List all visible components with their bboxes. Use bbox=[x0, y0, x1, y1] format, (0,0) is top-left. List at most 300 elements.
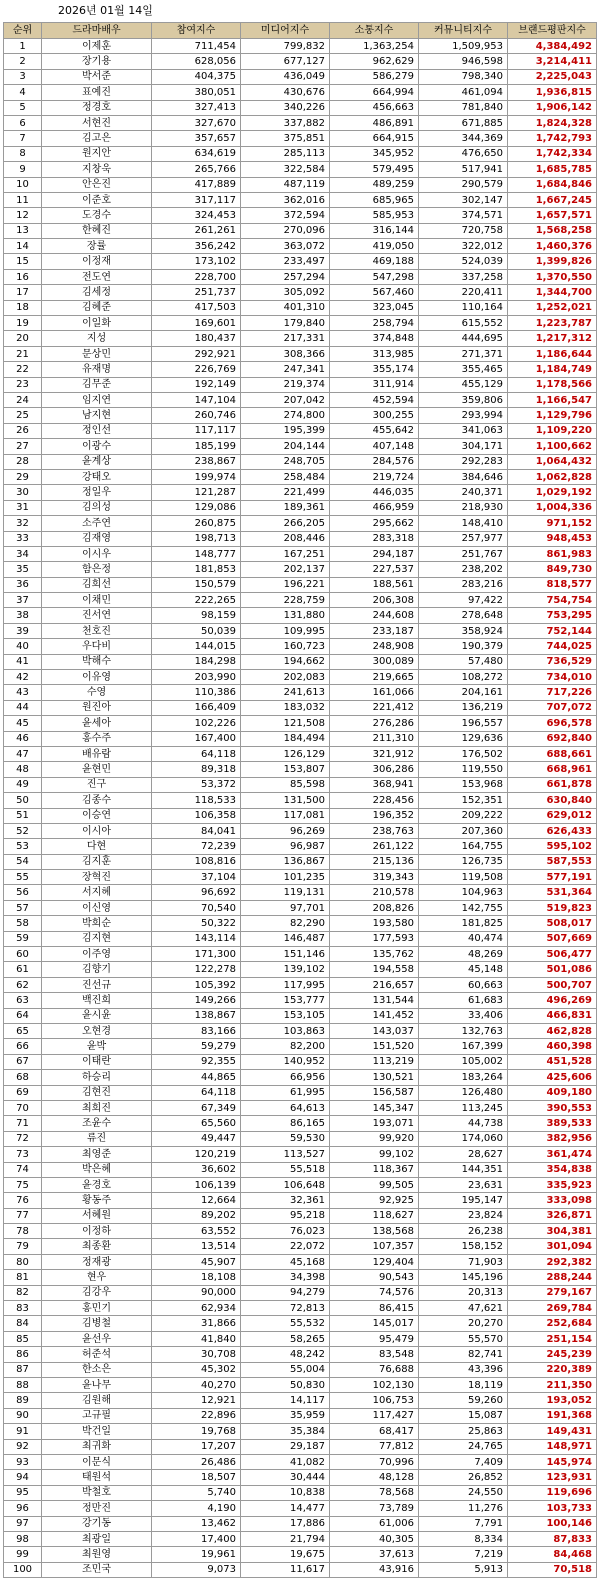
participation-cell: 17,207 bbox=[152, 1439, 241, 1454]
communication-cell: 452,594 bbox=[330, 392, 419, 407]
actor-name-cell: 한소은 bbox=[42, 1362, 152, 1377]
actor-name-cell: 전도연 bbox=[42, 269, 152, 284]
brand-reputation-cell: 626,433 bbox=[508, 823, 597, 838]
actor-name-cell: 박희순 bbox=[42, 916, 152, 931]
actor-name-cell: 황동주 bbox=[42, 1193, 152, 1208]
actor-name-cell: 이광수 bbox=[42, 439, 152, 454]
brand-reputation-cell: 1,568,258 bbox=[508, 223, 597, 238]
community-cell: 290,579 bbox=[419, 177, 508, 192]
community-cell: 126,480 bbox=[419, 1085, 508, 1100]
actor-name-cell: 박서준 bbox=[42, 69, 152, 84]
community-cell: 33,406 bbox=[419, 1008, 508, 1023]
media-cell: 55,004 bbox=[241, 1362, 330, 1377]
community-cell: 946,598 bbox=[419, 54, 508, 69]
rank-cell: 7 bbox=[4, 131, 42, 146]
table-row bbox=[4, 223, 597, 238]
brand-reputation-cell: 668,961 bbox=[508, 762, 597, 777]
media-cell: 11,617 bbox=[241, 1562, 330, 1577]
table-row bbox=[4, 947, 597, 962]
participation-cell: 67,349 bbox=[152, 1100, 241, 1115]
community-cell: 24,765 bbox=[419, 1439, 508, 1454]
rank-cell: 64 bbox=[4, 1008, 42, 1023]
rank-cell: 20 bbox=[4, 331, 42, 346]
rank-cell: 63 bbox=[4, 993, 42, 1008]
rank-cell: 36 bbox=[4, 577, 42, 592]
communication-cell: 145,347 bbox=[330, 1100, 419, 1115]
brand-reputation-cell: 496,269 bbox=[508, 993, 597, 1008]
brand-reputation-cell: 292,382 bbox=[508, 1254, 597, 1269]
community-cell: 344,369 bbox=[419, 131, 508, 146]
table-row bbox=[4, 269, 597, 284]
participation-cell: 41,840 bbox=[152, 1331, 241, 1346]
participation-cell: 106,358 bbox=[152, 808, 241, 823]
actor-name-cell: 지성 bbox=[42, 331, 152, 346]
participation-cell: 105,392 bbox=[152, 977, 241, 992]
actor-name-cell: 정경호 bbox=[42, 100, 152, 115]
communication-cell: 258,794 bbox=[330, 316, 419, 331]
rank-cell: 72 bbox=[4, 1131, 42, 1146]
media-cell: 17,886 bbox=[241, 1516, 330, 1531]
rank-cell: 12 bbox=[4, 208, 42, 223]
community-cell: 23,631 bbox=[419, 1177, 508, 1192]
rank-cell: 50 bbox=[4, 793, 42, 808]
participation-cell: 144,015 bbox=[152, 639, 241, 654]
brand-reputation-cell: 506,477 bbox=[508, 947, 597, 962]
communication-cell: 37,613 bbox=[330, 1547, 419, 1562]
table-row bbox=[4, 1177, 597, 1192]
community-cell: 278,648 bbox=[419, 608, 508, 623]
rank-cell: 95 bbox=[4, 1485, 42, 1500]
community-cell: 129,636 bbox=[419, 731, 508, 746]
media-cell: 32,361 bbox=[241, 1193, 330, 1208]
participation-cell: 185,199 bbox=[152, 439, 241, 454]
table-row bbox=[4, 85, 597, 100]
brand-reputation-cell: 149,431 bbox=[508, 1424, 597, 1439]
media-cell: 45,168 bbox=[241, 1254, 330, 1269]
table-body bbox=[4, 39, 597, 1578]
participation-cell: 222,265 bbox=[152, 593, 241, 608]
participation-cell: 417,889 bbox=[152, 177, 241, 192]
table-row bbox=[4, 192, 597, 207]
media-cell: 72,813 bbox=[241, 1301, 330, 1316]
brand-reputation-cell: 333,098 bbox=[508, 1193, 597, 1208]
rank-cell: 22 bbox=[4, 362, 42, 377]
participation-cell: 138,867 bbox=[152, 1008, 241, 1023]
participation-cell: 31,866 bbox=[152, 1316, 241, 1331]
rank-cell: 14 bbox=[4, 239, 42, 254]
brand-reputation-cell: 1,166,547 bbox=[508, 392, 597, 407]
actor-name-cell: 윤현민 bbox=[42, 762, 152, 777]
participation-cell: 404,375 bbox=[152, 69, 241, 84]
community-cell: 251,767 bbox=[419, 546, 508, 561]
brand-reputation-cell: 1,399,826 bbox=[508, 254, 597, 269]
brand-reputation-cell: 304,381 bbox=[508, 1224, 597, 1239]
table-row bbox=[4, 1254, 597, 1269]
participation-cell: 12,664 bbox=[152, 1193, 241, 1208]
participation-cell: 265,766 bbox=[152, 162, 241, 177]
brand-reputation-cell: 971,152 bbox=[508, 516, 597, 531]
media-cell: 140,952 bbox=[241, 1054, 330, 1069]
community-cell: 218,930 bbox=[419, 500, 508, 515]
media-cell: 66,956 bbox=[241, 1070, 330, 1085]
brand-reputation-cell: 211,350 bbox=[508, 1377, 597, 1392]
media-cell: 151,146 bbox=[241, 947, 330, 962]
community-cell: 113,245 bbox=[419, 1100, 508, 1115]
rank-cell: 5 bbox=[4, 100, 42, 115]
participation-cell: 36,602 bbox=[152, 1162, 241, 1177]
media-cell: 202,083 bbox=[241, 670, 330, 685]
actor-name-cell: 김종수 bbox=[42, 793, 152, 808]
media-cell: 219,374 bbox=[241, 377, 330, 392]
brand-reputation-cell: 696,578 bbox=[508, 716, 597, 731]
participation-cell: 260,875 bbox=[152, 516, 241, 531]
participation-cell: 226,769 bbox=[152, 362, 241, 377]
rank-cell: 73 bbox=[4, 1147, 42, 1162]
table-row bbox=[4, 346, 597, 361]
table-row bbox=[4, 254, 597, 269]
communication-cell: 113,219 bbox=[330, 1054, 419, 1069]
rank-cell: 46 bbox=[4, 731, 42, 746]
community-cell: 126,735 bbox=[419, 854, 508, 869]
table-row bbox=[4, 408, 597, 423]
table-row bbox=[4, 1239, 597, 1254]
community-cell: 195,147 bbox=[419, 1193, 508, 1208]
media-cell: 270,096 bbox=[241, 223, 330, 238]
table-row bbox=[4, 870, 597, 885]
brand-reputation-cell: 409,180 bbox=[508, 1085, 597, 1100]
actor-name-cell: 이제훈 bbox=[42, 39, 152, 54]
rank-cell: 56 bbox=[4, 885, 42, 900]
participation-cell: 18,108 bbox=[152, 1270, 241, 1285]
media-cell: 228,759 bbox=[241, 593, 330, 608]
actor-name-cell: 박철호 bbox=[42, 1485, 152, 1500]
table-row bbox=[4, 700, 597, 715]
table-row bbox=[4, 900, 597, 915]
table-row bbox=[4, 208, 597, 223]
table-row bbox=[4, 793, 597, 808]
media-cell: 82,290 bbox=[241, 916, 330, 931]
actor-name-cell: 윤선우 bbox=[42, 1331, 152, 1346]
media-cell: 96,987 bbox=[241, 839, 330, 854]
media-cell: 285,113 bbox=[241, 146, 330, 161]
actor-name-cell: 이문식 bbox=[42, 1454, 152, 1469]
table-row bbox=[4, 392, 597, 407]
table-row bbox=[4, 100, 597, 115]
communication-cell: 130,521 bbox=[330, 1070, 419, 1085]
brand-reputation-cell: 361,474 bbox=[508, 1147, 597, 1162]
brand-reputation-cell: 630,840 bbox=[508, 793, 597, 808]
media-cell: 126,129 bbox=[241, 746, 330, 761]
communication-cell: 345,952 bbox=[330, 146, 419, 161]
communication-cell: 193,580 bbox=[330, 916, 419, 931]
media-cell: 248,705 bbox=[241, 454, 330, 469]
media-cell: 117,995 bbox=[241, 977, 330, 992]
table-row bbox=[4, 500, 597, 515]
actor-name-cell: 조윤수 bbox=[42, 1116, 152, 1131]
communication-cell: 151,520 bbox=[330, 1039, 419, 1054]
brand-reputation-cell: 193,052 bbox=[508, 1393, 597, 1408]
communication-cell: 547,298 bbox=[330, 269, 419, 284]
table-row bbox=[4, 808, 597, 823]
rank-cell: 32 bbox=[4, 516, 42, 531]
actor-name-cell: 이시아 bbox=[42, 823, 152, 838]
media-cell: 372,594 bbox=[241, 208, 330, 223]
community-cell: 26,238 bbox=[419, 1224, 508, 1239]
rank-cell: 80 bbox=[4, 1254, 42, 1269]
communication-cell: 227,537 bbox=[330, 562, 419, 577]
community-cell: 108,272 bbox=[419, 670, 508, 685]
rank-cell: 57 bbox=[4, 900, 42, 915]
participation-cell: 62,934 bbox=[152, 1301, 241, 1316]
actor-name-cell: 김희선 bbox=[42, 577, 152, 592]
brand-reputation-cell: 288,244 bbox=[508, 1270, 597, 1285]
table-row bbox=[4, 1285, 597, 1300]
brand-reputation-cell: 577,191 bbox=[508, 870, 597, 885]
brand-reputation-cell: 1,186,644 bbox=[508, 346, 597, 361]
actor-name-cell: 김지현 bbox=[42, 931, 152, 946]
communication-cell: 90,543 bbox=[330, 1270, 419, 1285]
media-cell: 363,072 bbox=[241, 239, 330, 254]
media-cell: 146,487 bbox=[241, 931, 330, 946]
community-cell: 26,852 bbox=[419, 1470, 508, 1485]
actor-name-cell: 이일화 bbox=[42, 316, 152, 331]
participation-cell: 356,242 bbox=[152, 239, 241, 254]
participation-cell: 171,300 bbox=[152, 947, 241, 962]
community-cell: 517,941 bbox=[419, 162, 508, 177]
community-cell: 374,571 bbox=[419, 208, 508, 223]
actor-name-cell: 우다비 bbox=[42, 639, 152, 654]
table-row bbox=[4, 54, 597, 69]
actor-name-cell: 이주영 bbox=[42, 947, 152, 962]
community-cell: 11,276 bbox=[419, 1501, 508, 1516]
media-cell: 94,279 bbox=[241, 1285, 330, 1300]
table-row bbox=[4, 239, 597, 254]
media-cell: 207,042 bbox=[241, 392, 330, 407]
brand-reputation-cell: 70,518 bbox=[508, 1562, 597, 1577]
rank-cell: 28 bbox=[4, 454, 42, 469]
table-row bbox=[4, 839, 597, 854]
media-cell: 119,131 bbox=[241, 885, 330, 900]
communication-cell: 466,959 bbox=[330, 500, 419, 515]
communication-cell: 316,144 bbox=[330, 223, 419, 238]
table-row bbox=[4, 546, 597, 561]
table-row bbox=[4, 608, 597, 623]
rank-cell: 25 bbox=[4, 408, 42, 423]
media-cell: 131,500 bbox=[241, 793, 330, 808]
community-cell: 524,039 bbox=[419, 254, 508, 269]
communication-cell: 300,255 bbox=[330, 408, 419, 423]
participation-cell: 98,159 bbox=[152, 608, 241, 623]
rank-cell: 89 bbox=[4, 1393, 42, 1408]
rank-cell: 74 bbox=[4, 1162, 42, 1177]
table-row bbox=[4, 716, 597, 731]
brand-reputation-cell: 1,004,336 bbox=[508, 500, 597, 515]
community-cell: 28,627 bbox=[419, 1147, 508, 1162]
participation-cell: 121,287 bbox=[152, 485, 241, 500]
media-cell: 97,701 bbox=[241, 900, 330, 915]
community-cell: 322,012 bbox=[419, 239, 508, 254]
participation-cell: 92,355 bbox=[152, 1054, 241, 1069]
table-row bbox=[4, 377, 597, 392]
communication-cell: 107,357 bbox=[330, 1239, 419, 1254]
community-cell: 119,550 bbox=[419, 762, 508, 777]
participation-cell: 198,713 bbox=[152, 531, 241, 546]
rank-cell: 2 bbox=[4, 54, 42, 69]
participation-cell: 12,921 bbox=[152, 1393, 241, 1408]
table-row bbox=[4, 1070, 597, 1085]
community-cell: 5,913 bbox=[419, 1562, 508, 1577]
media-cell: 266,205 bbox=[241, 516, 330, 531]
rank-cell: 81 bbox=[4, 1270, 42, 1285]
participation-cell: 37,104 bbox=[152, 870, 241, 885]
actor-name-cell: 원지안 bbox=[42, 146, 152, 161]
communication-cell: 1,363,254 bbox=[330, 39, 419, 54]
actor-name-cell: 수영 bbox=[42, 685, 152, 700]
communication-cell: 446,035 bbox=[330, 485, 419, 500]
table-row bbox=[4, 685, 597, 700]
communication-cell: 321,912 bbox=[330, 746, 419, 761]
community-cell: 304,171 bbox=[419, 439, 508, 454]
rank-cell: 19 bbox=[4, 316, 42, 331]
actor-name-cell: 정인선 bbox=[42, 423, 152, 438]
rank-cell: 100 bbox=[4, 1562, 42, 1577]
actor-name-cell: 김병철 bbox=[42, 1316, 152, 1331]
communication-cell: 194,558 bbox=[330, 962, 419, 977]
brand-reputation-cell: 1,100,662 bbox=[508, 439, 597, 454]
rank-cell: 40 bbox=[4, 639, 42, 654]
actor-name-cell: 김재영 bbox=[42, 531, 152, 546]
communication-cell: 106,753 bbox=[330, 1393, 419, 1408]
header-participation: 참여지수 bbox=[152, 23, 241, 39]
header-communication: 소통지수 bbox=[330, 23, 419, 39]
table-row bbox=[4, 516, 597, 531]
communication-cell: 962,629 bbox=[330, 54, 419, 69]
community-cell: 615,552 bbox=[419, 316, 508, 331]
communication-cell: 233,187 bbox=[330, 623, 419, 638]
rank-cell: 27 bbox=[4, 439, 42, 454]
actor-name-cell: 남지현 bbox=[42, 408, 152, 423]
communication-cell: 300,089 bbox=[330, 654, 419, 669]
actor-name-cell: 문상민 bbox=[42, 346, 152, 361]
communication-cell: 323,045 bbox=[330, 300, 419, 315]
actor-name-cell: 지창욱 bbox=[42, 162, 152, 177]
community-cell: 671,885 bbox=[419, 115, 508, 130]
media-cell: 196,221 bbox=[241, 577, 330, 592]
community-cell: 1,509,953 bbox=[419, 39, 508, 54]
brand-reputation-cell: 688,661 bbox=[508, 746, 597, 761]
rank-cell: 68 bbox=[4, 1070, 42, 1085]
community-cell: 20,313 bbox=[419, 1285, 508, 1300]
participation-cell: 9,073 bbox=[152, 1562, 241, 1577]
brand-reputation-cell: 595,102 bbox=[508, 839, 597, 854]
media-cell: 375,851 bbox=[241, 131, 330, 146]
media-cell: 241,613 bbox=[241, 685, 330, 700]
rank-cell: 51 bbox=[4, 808, 42, 823]
table-row bbox=[4, 1116, 597, 1131]
brand-reputation-cell: 354,838 bbox=[508, 1162, 597, 1177]
community-cell: 105,002 bbox=[419, 1054, 508, 1069]
media-cell: 76,023 bbox=[241, 1224, 330, 1239]
media-cell: 189,361 bbox=[241, 500, 330, 515]
communication-cell: 61,006 bbox=[330, 1516, 419, 1531]
media-cell: 217,331 bbox=[241, 331, 330, 346]
rank-cell: 62 bbox=[4, 977, 42, 992]
communication-cell: 219,724 bbox=[330, 469, 419, 484]
rank-cell: 85 bbox=[4, 1331, 42, 1346]
header-media: 미디어지수 bbox=[241, 23, 330, 39]
community-cell: 18,119 bbox=[419, 1377, 508, 1392]
rank-cell: 79 bbox=[4, 1239, 42, 1254]
communication-cell: 586,279 bbox=[330, 69, 419, 84]
media-cell: 221,499 bbox=[241, 485, 330, 500]
media-cell: 362,016 bbox=[241, 192, 330, 207]
community-cell: 55,570 bbox=[419, 1331, 508, 1346]
participation-cell: 634,619 bbox=[152, 146, 241, 161]
communication-cell: 368,941 bbox=[330, 777, 419, 792]
date-label: 2026년 01월 14일 bbox=[58, 4, 153, 17]
table-row bbox=[4, 300, 597, 315]
media-cell: 430,676 bbox=[241, 85, 330, 100]
brand-reputation-cell: 531,364 bbox=[508, 885, 597, 900]
rank-cell: 82 bbox=[4, 1285, 42, 1300]
rank-cell: 17 bbox=[4, 285, 42, 300]
participation-cell: 129,086 bbox=[152, 500, 241, 515]
actor-name-cell: 최종환 bbox=[42, 1239, 152, 1254]
table-row bbox=[4, 670, 597, 685]
table-row bbox=[4, 39, 597, 54]
communication-cell: 407,148 bbox=[330, 439, 419, 454]
table-row bbox=[4, 454, 597, 469]
brand-reputation-cell: 1,129,796 bbox=[508, 408, 597, 423]
rank-cell: 37 bbox=[4, 593, 42, 608]
rank-cell: 11 bbox=[4, 192, 42, 207]
table-row bbox=[4, 146, 597, 161]
participation-cell: 50,322 bbox=[152, 916, 241, 931]
actor-name-cell: 박은혜 bbox=[42, 1162, 152, 1177]
community-cell: 207,360 bbox=[419, 823, 508, 838]
communication-cell: 138,568 bbox=[330, 1224, 419, 1239]
rank-cell: 31 bbox=[4, 500, 42, 515]
rank-cell: 3 bbox=[4, 69, 42, 84]
header-rank: 순위 bbox=[4, 23, 42, 39]
rank-cell: 30 bbox=[4, 485, 42, 500]
table-row bbox=[4, 1085, 597, 1100]
brand-reputation-cell: 1,062,828 bbox=[508, 469, 597, 484]
participation-cell: 65,560 bbox=[152, 1116, 241, 1131]
actor-name-cell: 서지혜 bbox=[42, 885, 152, 900]
actor-name-cell: 정일우 bbox=[42, 485, 152, 500]
table-row bbox=[4, 1270, 597, 1285]
community-cell: 152,351 bbox=[419, 793, 508, 808]
table-row bbox=[4, 331, 597, 346]
actor-name-cell: 박해수 bbox=[42, 654, 152, 669]
communication-cell: 48,128 bbox=[330, 1470, 419, 1485]
table-row bbox=[4, 1362, 597, 1377]
table-row bbox=[4, 854, 597, 869]
actor-name-cell: 김향기 bbox=[42, 962, 152, 977]
community-cell: 136,219 bbox=[419, 700, 508, 715]
media-cell: 86,165 bbox=[241, 1116, 330, 1131]
communication-cell: 294,187 bbox=[330, 546, 419, 561]
media-cell: 41,082 bbox=[241, 1454, 330, 1469]
participation-cell: 44,865 bbox=[152, 1070, 241, 1085]
media-cell: 799,832 bbox=[241, 39, 330, 54]
community-cell: 148,410 bbox=[419, 516, 508, 531]
brand-reputation-cell: 629,012 bbox=[508, 808, 597, 823]
communication-cell: 456,663 bbox=[330, 100, 419, 115]
rank-cell: 70 bbox=[4, 1100, 42, 1115]
brand-reputation-cell: 220,389 bbox=[508, 1362, 597, 1377]
